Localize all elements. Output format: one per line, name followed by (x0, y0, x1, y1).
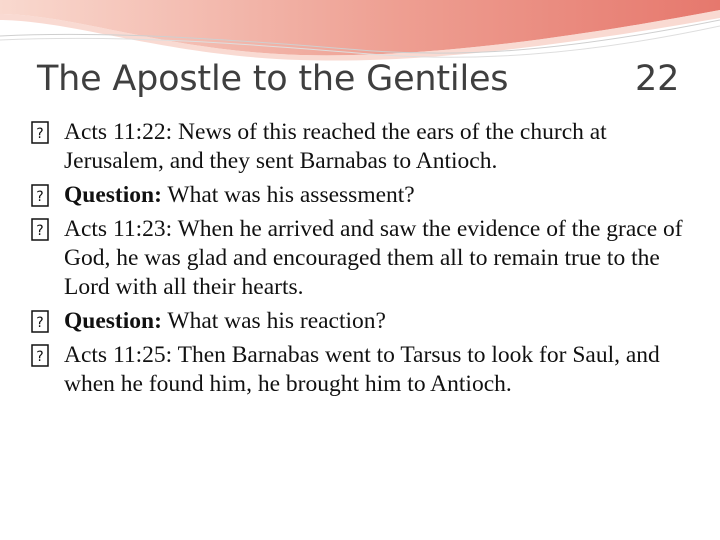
slide-title (37, 60, 687, 99)
missing-glyph-icon (30, 343, 50, 368)
missing-glyph-icon (30, 309, 50, 334)
bullet-text: Acts 11:23: When he arrived and saw the evidence of the grace of God, he was glad and encouraged them all to remain true to the Lord with all their hearts. (64, 216, 683, 300)
bullet-text: What was his reaction? (161, 308, 386, 334)
bullet-item (30, 307, 695, 336)
bullet-text: Acts 11:22: News of this reached the ears of the church at Jerusalem, and they sent Barnabas to Antioch. (64, 119, 607, 174)
svg-text:?: ? (36, 315, 44, 331)
bullet-item (30, 341, 695, 399)
svg-text:?: ? (36, 349, 44, 365)
missing-glyph-icon (30, 217, 50, 242)
bullet-bold-text: Question: (64, 308, 162, 334)
bullet-text: What was his assessment? (161, 182, 415, 208)
svg-text:?: ? (36, 223, 44, 239)
bullet-item (30, 215, 695, 302)
bullet-list (30, 118, 695, 404)
missing-glyph-icon (30, 183, 50, 208)
svg-text:?: ? (36, 126, 44, 142)
bullet-bold-text: Question: (64, 182, 162, 208)
missing-glyph-icon (30, 120, 50, 145)
bullet-text: Acts 11:25: Then Barnabas went to Tarsus to look for Saul, and when he found him, he brought him to Antioch. (64, 342, 660, 397)
slide-number: 22 (635, 59, 680, 99)
title-text: The Apostle to the Gentiles (37, 59, 509, 99)
svg-text:?: ? (36, 189, 44, 205)
bullet-item (30, 118, 695, 176)
bullet-item (30, 181, 695, 210)
